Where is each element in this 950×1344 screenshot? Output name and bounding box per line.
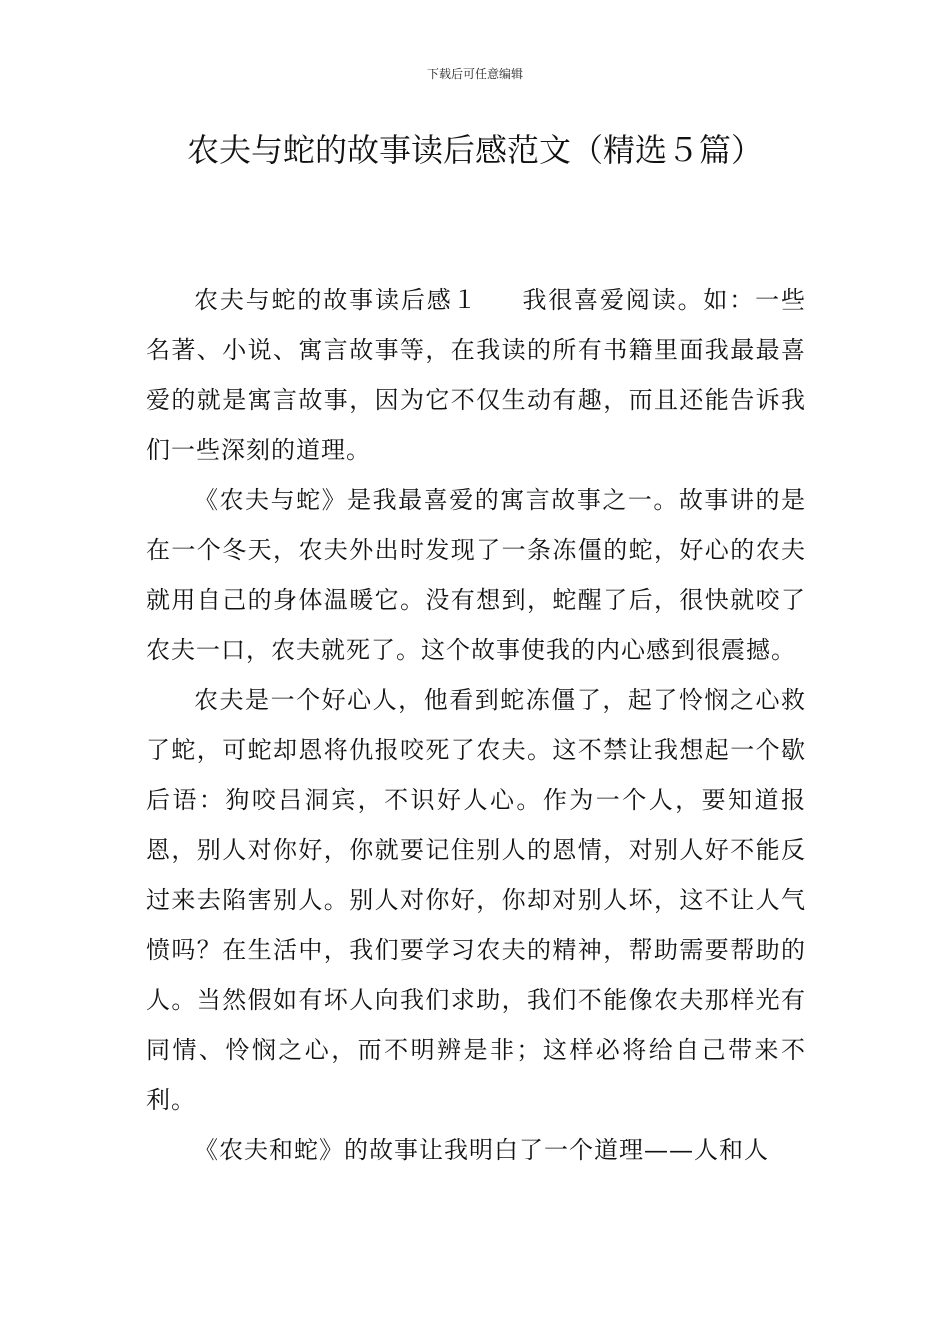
section-heading: 农夫与蛇的故事读后感１ (194, 286, 479, 314)
paragraph-1-text: 我很喜爱阅读。如：一些名著、小说、寓言故事等，在我读的所有书籍里面我最最喜爱的就是寓言故事，因为它不仅生动有趣，而且还能告诉我们一些深刻的道理。 (146, 286, 807, 464)
document-body (146, 275, 806, 1175)
paragraph-4: 《农夫和蛇》的故事让我明白了一个道理——人和人 (194, 1136, 769, 1164)
paragraph-3: 农夫是一个好心人，他看到蛇冻僵了，起了怜悯之心救了蛇，可蛇却恩将仇报咬死了农夫。这不禁让我想起一个歇后语：狗咬吕洞宾，不识好人心。作为一个人，要知道报恩，别人对你好，你就要记住别人的恩情，对别人好不能反过来去陷害别人。别人对你好，你却对别人坏，这不让人气愤吗？在生活中，我们要学习农夫的精神，帮助需要帮助的人。当然假如有坏人向我们求助，我们不能像农夫那样光有同情、怜悯之心，而不明辨是非；这样必将给自己带来不利。 (146, 686, 806, 1114)
paragraph-1 (146, 275, 806, 475)
document-title: 农夫与蛇的故事读后感范文（精选５篇） (186, 131, 763, 169)
header-note: 下载后可任意编辑 (426, 67, 523, 81)
paragraph-2: 《农夫与蛇》是我最喜爱的寓言故事之一。故事讲的是在一个冬天，农夫外出时发现了一条冻僵的蛇，好心的农夫就用自己的身体温暖它。没有想到，蛇醒了后，很快就咬了农夫一口，农夫就死了。这个故事使我的内心感到很震撼。 (146, 486, 806, 664)
